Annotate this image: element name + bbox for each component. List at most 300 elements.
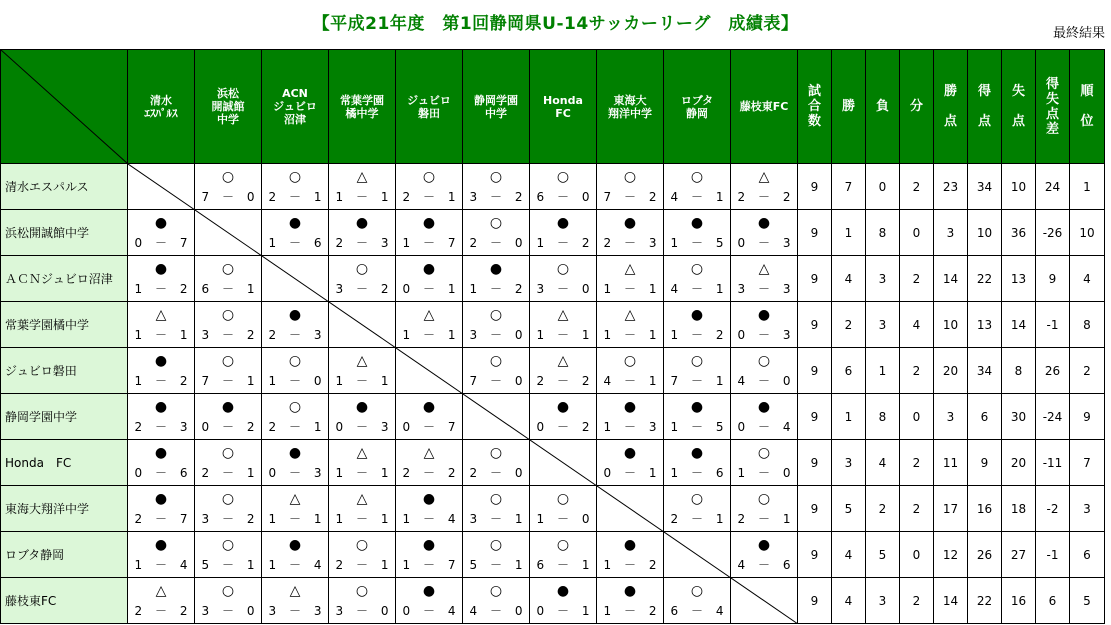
score-goals: 1 bbox=[402, 328, 411, 342]
stat-value: 7 bbox=[832, 164, 866, 210]
score-goals: 4 bbox=[670, 190, 679, 204]
team-row bbox=[1, 348, 1105, 394]
score-separator: － bbox=[757, 558, 770, 572]
team-row bbox=[1, 486, 1105, 532]
match-result-cell bbox=[128, 578, 195, 624]
match-result-cell bbox=[262, 302, 329, 348]
score-separator: － bbox=[355, 466, 368, 480]
match-score bbox=[530, 513, 596, 525]
result-mark: ● bbox=[422, 215, 436, 231]
stat-column-header: 順 位 bbox=[1070, 50, 1105, 164]
score-goals: 2 bbox=[469, 466, 478, 480]
stat-value: -1 bbox=[1036, 532, 1070, 578]
score-goals: 7 bbox=[447, 236, 456, 250]
score-goals: 1 bbox=[670, 328, 679, 342]
stat-value: 7 bbox=[1070, 440, 1105, 486]
score-separator: － bbox=[355, 282, 368, 296]
result-mark: △ bbox=[356, 169, 368, 185]
score-goals: 0 bbox=[335, 420, 344, 434]
score-separator: － bbox=[623, 328, 636, 342]
match-result-cell bbox=[195, 532, 262, 578]
score-separator: － bbox=[690, 374, 703, 388]
match-score bbox=[195, 467, 261, 479]
score-separator: － bbox=[154, 420, 167, 434]
score-goals: 4 bbox=[469, 604, 478, 618]
team-row bbox=[1, 440, 1105, 486]
score-separator: － bbox=[757, 512, 770, 526]
score-goals: 1 bbox=[581, 558, 590, 572]
stat-column-header: 試 合 数 bbox=[798, 50, 832, 164]
score-goals: 2 bbox=[335, 236, 344, 250]
score-goals: 0 bbox=[581, 512, 590, 526]
score-goals: 2 bbox=[380, 282, 389, 296]
score-separator: － bbox=[422, 512, 435, 526]
result-mark: ○ bbox=[556, 491, 570, 507]
result-mark: ● bbox=[422, 399, 436, 415]
match-result-cell bbox=[396, 256, 463, 302]
match-result-cell bbox=[731, 256, 798, 302]
stat-value: 3 bbox=[934, 394, 968, 440]
match-score bbox=[530, 421, 596, 433]
result-mark: ○ bbox=[489, 445, 503, 461]
team-row bbox=[1, 394, 1105, 440]
score-goals: 3 bbox=[536, 282, 545, 296]
score-goals: 1 bbox=[536, 328, 545, 342]
score-goals: 3 bbox=[201, 328, 210, 342]
score-goals: 1 bbox=[335, 512, 344, 526]
result-mark: △ bbox=[758, 169, 770, 185]
match-score bbox=[463, 559, 529, 571]
stat-value: 3 bbox=[866, 302, 900, 348]
match-score bbox=[329, 421, 395, 433]
score-goals: 1 bbox=[402, 236, 411, 250]
result-mark: ○ bbox=[489, 537, 503, 553]
score-separator: － bbox=[221, 420, 234, 434]
match-score bbox=[396, 605, 462, 617]
match-result-cell bbox=[597, 394, 664, 440]
result-mark: ○ bbox=[489, 169, 503, 185]
result-mark: ○ bbox=[690, 169, 704, 185]
score-separator: － bbox=[623, 282, 636, 296]
score-goals: 1 bbox=[179, 328, 188, 342]
score-separator: － bbox=[690, 466, 703, 480]
match-score bbox=[463, 605, 529, 617]
score-separator: － bbox=[556, 558, 569, 572]
result-mark: ○ bbox=[623, 169, 637, 185]
score-goals: 1 bbox=[782, 512, 791, 526]
team-column-header: ロブタ 静岡 bbox=[664, 50, 731, 164]
match-result-cell bbox=[530, 302, 597, 348]
match-score bbox=[597, 329, 663, 341]
result-mark: ○ bbox=[221, 583, 235, 599]
score-goals: 2 bbox=[581, 374, 590, 388]
score-separator: － bbox=[623, 374, 636, 388]
score-goals: 2 bbox=[581, 236, 590, 250]
score-separator: － bbox=[422, 282, 435, 296]
match-result-cell bbox=[128, 302, 195, 348]
stat-value: 11 bbox=[934, 440, 968, 486]
match-result-cell bbox=[463, 348, 530, 394]
self-match-cell bbox=[664, 532, 731, 578]
stat-value: 2 bbox=[832, 302, 866, 348]
stat-value: 9 bbox=[798, 440, 832, 486]
team-column-header: ジュビロ 磐田 bbox=[396, 50, 463, 164]
score-goals: 1 bbox=[335, 374, 344, 388]
result-mark: ○ bbox=[690, 491, 704, 507]
score-separator: － bbox=[422, 466, 435, 480]
score-separator: － bbox=[355, 604, 368, 618]
result-mark: ○ bbox=[489, 491, 503, 507]
score-goals: 2 bbox=[268, 190, 277, 204]
stat-value: 13 bbox=[968, 302, 1002, 348]
score-goals: 2 bbox=[179, 374, 188, 388]
match-result-cell bbox=[463, 578, 530, 624]
score-goals: 0 bbox=[737, 328, 746, 342]
result-mark: ● bbox=[757, 399, 771, 415]
score-goals: 2 bbox=[581, 420, 590, 434]
page-title: 【平成21年度 第1回静岡県U-14サッカーリーグ 成績表】 bbox=[312, 14, 799, 34]
score-goals: 2 bbox=[648, 190, 657, 204]
score-goals: 4 bbox=[737, 374, 746, 388]
stat-value: 27 bbox=[1002, 532, 1036, 578]
score-goals: 3 bbox=[648, 420, 657, 434]
match-result-cell bbox=[463, 486, 530, 532]
score-goals: 0 bbox=[134, 466, 143, 480]
team-name: 浜松開誠館中学 bbox=[1, 210, 128, 256]
match-result-cell bbox=[597, 348, 664, 394]
score-goals: 2 bbox=[715, 328, 724, 342]
score-goals: 7 bbox=[447, 558, 456, 572]
result-mark: ○ bbox=[757, 491, 771, 507]
match-score bbox=[530, 375, 596, 387]
match-score bbox=[195, 283, 261, 295]
match-result-cell bbox=[597, 578, 664, 624]
score-goals: 1 bbox=[402, 512, 411, 526]
score-goals: 2 bbox=[603, 236, 612, 250]
corner-cell bbox=[1, 50, 128, 164]
score-goals: 1 bbox=[514, 512, 523, 526]
score-goals: 3 bbox=[335, 282, 344, 296]
stat-column-header: 負 bbox=[866, 50, 900, 164]
stat-value: 0 bbox=[866, 164, 900, 210]
score-separator: － bbox=[355, 236, 368, 250]
match-result-cell bbox=[262, 532, 329, 578]
score-separator: － bbox=[489, 236, 502, 250]
team-name: 東海大翔洋中学 bbox=[1, 486, 128, 532]
score-goals: 1 bbox=[313, 512, 322, 526]
match-score bbox=[329, 237, 395, 249]
result-mark: ○ bbox=[556, 169, 570, 185]
stat-value: 3 bbox=[866, 256, 900, 302]
score-goals: 1 bbox=[737, 466, 746, 480]
match-score bbox=[262, 237, 328, 249]
match-result-cell bbox=[664, 256, 731, 302]
result-mark: ○ bbox=[355, 537, 369, 553]
score-separator: － bbox=[757, 466, 770, 480]
match-result-cell bbox=[731, 532, 798, 578]
stat-value: 2 bbox=[900, 164, 934, 210]
match-score bbox=[329, 375, 395, 387]
match-result-cell bbox=[195, 394, 262, 440]
self-match-cell bbox=[195, 210, 262, 256]
result-mark: ○ bbox=[690, 583, 704, 599]
stat-value: 1 bbox=[832, 210, 866, 256]
score-goals: 2 bbox=[514, 190, 523, 204]
result-mark: ○ bbox=[221, 445, 235, 461]
score-goals: 1 bbox=[380, 558, 389, 572]
match-result-cell bbox=[128, 532, 195, 578]
result-mark: ○ bbox=[422, 169, 436, 185]
result-mark: ○ bbox=[288, 169, 302, 185]
standings-table bbox=[0, 49, 1105, 624]
score-goals: 1 bbox=[134, 328, 143, 342]
match-result-cell bbox=[262, 348, 329, 394]
stat-value: 2 bbox=[900, 440, 934, 486]
score-goals: 1 bbox=[648, 328, 657, 342]
score-separator: － bbox=[489, 328, 502, 342]
match-score bbox=[664, 467, 730, 479]
stat-value: 8 bbox=[1002, 348, 1036, 394]
score-goals: 4 bbox=[670, 282, 679, 296]
score-separator: － bbox=[288, 604, 301, 618]
score-goals: 2 bbox=[246, 512, 255, 526]
result-mark: ● bbox=[154, 399, 168, 415]
score-separator: － bbox=[690, 282, 703, 296]
result-mark: ○ bbox=[623, 353, 637, 369]
stat-value: 18 bbox=[1002, 486, 1036, 532]
match-result-cell bbox=[195, 302, 262, 348]
result-mark: △ bbox=[557, 353, 569, 369]
score-goals: 1 bbox=[536, 512, 545, 526]
match-score bbox=[396, 421, 462, 433]
match-score bbox=[597, 191, 663, 203]
score-separator: － bbox=[288, 236, 301, 250]
stat-value: 9 bbox=[798, 348, 832, 394]
stat-value: 9 bbox=[798, 486, 832, 532]
score-separator: － bbox=[288, 190, 301, 204]
match-score bbox=[128, 237, 194, 249]
match-score bbox=[195, 513, 261, 525]
match-result-cell bbox=[128, 256, 195, 302]
result-mark: ○ bbox=[489, 353, 503, 369]
stat-value: 36 bbox=[1002, 210, 1036, 256]
result-mark: △ bbox=[624, 307, 636, 323]
score-goals: 1 bbox=[335, 190, 344, 204]
match-score bbox=[262, 375, 328, 387]
score-goals: 2 bbox=[201, 466, 210, 480]
match-result-cell bbox=[262, 164, 329, 210]
score-goals: 2 bbox=[648, 558, 657, 572]
score-goals: 0 bbox=[246, 190, 255, 204]
stat-value: 9 bbox=[1036, 256, 1070, 302]
match-result-cell bbox=[530, 578, 597, 624]
match-score bbox=[731, 375, 797, 387]
self-match-cell bbox=[530, 440, 597, 486]
score-goals: 6 bbox=[536, 558, 545, 572]
team-name: 清水エスパルス bbox=[1, 164, 128, 210]
score-goals: 2 bbox=[134, 512, 143, 526]
score-goals: 0 bbox=[514, 236, 523, 250]
match-result-cell bbox=[530, 210, 597, 256]
match-result-cell bbox=[664, 210, 731, 256]
score-goals: 5 bbox=[715, 236, 724, 250]
stat-value: 34 bbox=[968, 348, 1002, 394]
stat-value: 0 bbox=[900, 532, 934, 578]
score-goals: 0 bbox=[514, 328, 523, 342]
score-goals: 1 bbox=[246, 558, 255, 572]
stat-value: -24 bbox=[1036, 394, 1070, 440]
score-goals: 7 bbox=[179, 236, 188, 250]
score-separator: － bbox=[757, 420, 770, 434]
match-result-cell bbox=[262, 486, 329, 532]
score-goals: 1 bbox=[380, 466, 389, 480]
stat-value: 4 bbox=[900, 302, 934, 348]
score-separator: － bbox=[623, 558, 636, 572]
score-goals: 4 bbox=[179, 558, 188, 572]
stat-value: 8 bbox=[866, 394, 900, 440]
stat-column-header: 得 失 点 差 bbox=[1036, 50, 1070, 164]
result-mark: ● bbox=[556, 215, 570, 231]
match-score bbox=[262, 467, 328, 479]
score-goals: 1 bbox=[469, 282, 478, 296]
result-mark: △ bbox=[289, 491, 301, 507]
result-mark: ● bbox=[690, 445, 704, 461]
match-result-cell bbox=[128, 394, 195, 440]
match-score bbox=[597, 421, 663, 433]
score-separator: － bbox=[623, 190, 636, 204]
score-goals: 1 bbox=[134, 282, 143, 296]
score-separator: － bbox=[221, 328, 234, 342]
score-separator: － bbox=[489, 558, 502, 572]
match-result-cell bbox=[128, 486, 195, 532]
stat-value: 10 bbox=[1070, 210, 1105, 256]
score-goals: 6 bbox=[536, 190, 545, 204]
score-goals: 1 bbox=[335, 466, 344, 480]
match-result-cell bbox=[530, 164, 597, 210]
score-separator: － bbox=[489, 190, 502, 204]
stat-value: 8 bbox=[1070, 302, 1105, 348]
score-goals: 2 bbox=[134, 604, 143, 618]
team-column-header: 静岡学園 中学 bbox=[463, 50, 530, 164]
score-goals: 7 bbox=[447, 420, 456, 434]
match-result-cell bbox=[731, 302, 798, 348]
stat-value: 1 bbox=[866, 348, 900, 394]
match-score bbox=[664, 283, 730, 295]
score-separator: － bbox=[422, 190, 435, 204]
score-goals: 4 bbox=[447, 512, 456, 526]
match-score bbox=[128, 513, 194, 525]
score-goals: 2 bbox=[469, 236, 478, 250]
stat-value: 4 bbox=[832, 256, 866, 302]
stat-value: 6 bbox=[1036, 578, 1070, 624]
stat-value: 9 bbox=[798, 532, 832, 578]
stat-value: 12 bbox=[934, 532, 968, 578]
self-match-cell bbox=[597, 486, 664, 532]
score-separator: － bbox=[154, 466, 167, 480]
match-result-cell bbox=[731, 394, 798, 440]
score-goals: 5 bbox=[201, 558, 210, 572]
result-mark: ● bbox=[422, 491, 436, 507]
score-goals: 0 bbox=[402, 420, 411, 434]
match-score bbox=[731, 421, 797, 433]
stat-value: 9 bbox=[798, 302, 832, 348]
match-score bbox=[128, 467, 194, 479]
match-score bbox=[262, 191, 328, 203]
match-result-cell bbox=[664, 578, 731, 624]
match-score bbox=[463, 237, 529, 249]
match-result-cell bbox=[463, 302, 530, 348]
stat-column-header: 失 点 bbox=[1002, 50, 1036, 164]
score-goals: 2 bbox=[782, 190, 791, 204]
stat-value: 20 bbox=[1002, 440, 1036, 486]
result-mark: ○ bbox=[355, 261, 369, 277]
stat-value: 23 bbox=[934, 164, 968, 210]
header-row bbox=[1, 50, 1105, 164]
result-mark: ○ bbox=[757, 445, 771, 461]
match-score bbox=[128, 605, 194, 617]
stat-value: 13 bbox=[1002, 256, 1036, 302]
result-mark: ● bbox=[623, 445, 637, 461]
result-mark: ● bbox=[154, 537, 168, 553]
stat-value: 0 bbox=[900, 210, 934, 256]
match-score bbox=[731, 467, 797, 479]
score-goals: 2 bbox=[670, 512, 679, 526]
score-separator: － bbox=[690, 604, 703, 618]
score-goals: 1 bbox=[447, 190, 456, 204]
match-result-cell bbox=[463, 256, 530, 302]
match-score bbox=[597, 375, 663, 387]
score-goals: 6 bbox=[313, 236, 322, 250]
stat-value: -26 bbox=[1036, 210, 1070, 256]
match-score bbox=[128, 559, 194, 571]
match-result-cell bbox=[329, 210, 396, 256]
stat-value: 2 bbox=[900, 256, 934, 302]
score-goals: 1 bbox=[246, 466, 255, 480]
score-goals: 0 bbox=[246, 604, 255, 618]
result-mark: ● bbox=[690, 215, 704, 231]
match-result-cell bbox=[128, 348, 195, 394]
score-goals: 3 bbox=[469, 328, 478, 342]
result-mark: ○ bbox=[489, 215, 503, 231]
score-goals: 2 bbox=[134, 420, 143, 434]
result-mark: ● bbox=[757, 307, 771, 323]
score-goals: 1 bbox=[648, 282, 657, 296]
stat-column-header: 勝 bbox=[832, 50, 866, 164]
match-result-cell bbox=[463, 164, 530, 210]
score-goals: 7 bbox=[201, 374, 210, 388]
match-score bbox=[463, 191, 529, 203]
result-mark: △ bbox=[423, 307, 435, 323]
score-separator: － bbox=[556, 190, 569, 204]
result-mark: ● bbox=[154, 261, 168, 277]
score-goals: 2 bbox=[514, 282, 523, 296]
score-goals: 0 bbox=[737, 236, 746, 250]
score-separator: － bbox=[556, 282, 569, 296]
stat-value: -1 bbox=[1036, 302, 1070, 348]
result-mark: △ bbox=[155, 307, 167, 323]
stat-value: 6 bbox=[968, 394, 1002, 440]
stat-value: 3 bbox=[832, 440, 866, 486]
score-goals: 4 bbox=[737, 558, 746, 572]
match-result-cell bbox=[530, 348, 597, 394]
result-mark: ○ bbox=[288, 399, 302, 415]
stat-value: 2 bbox=[900, 578, 934, 624]
score-goals: 1 bbox=[313, 420, 322, 434]
match-score bbox=[463, 329, 529, 341]
score-separator: － bbox=[288, 374, 301, 388]
stat-value: 2 bbox=[900, 486, 934, 532]
score-goals: 2 bbox=[402, 190, 411, 204]
